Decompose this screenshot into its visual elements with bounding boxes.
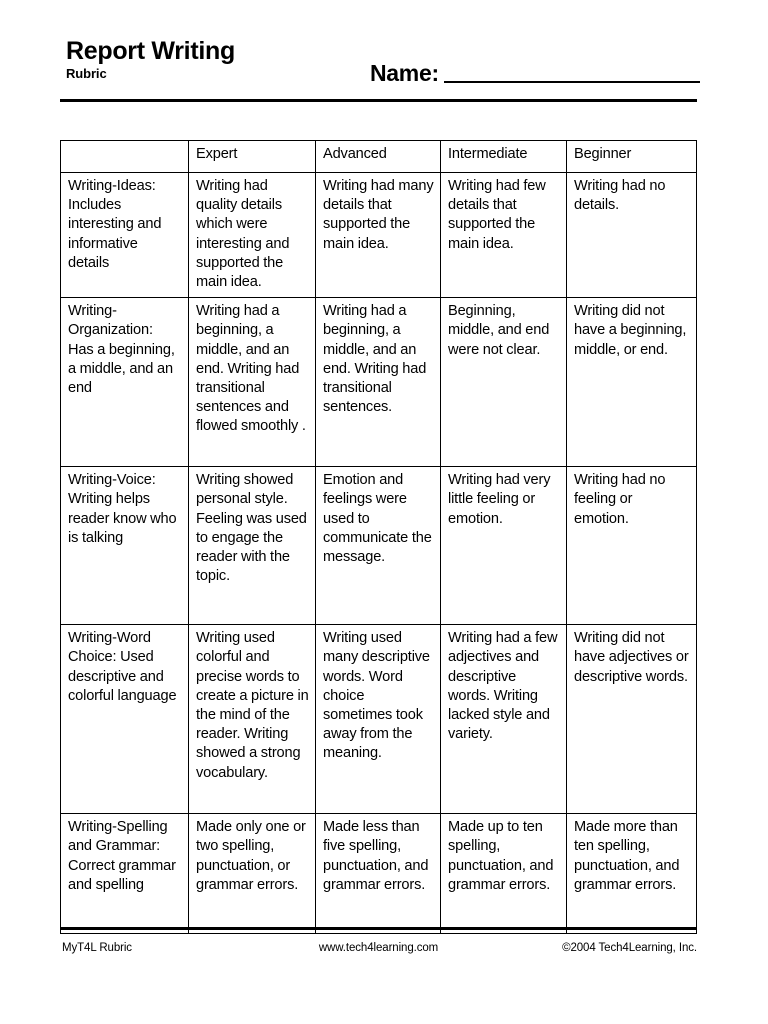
table-row: [61, 625, 697, 814]
name-field-group: [370, 61, 700, 86]
rating-cell-intermediate: [441, 298, 567, 467]
rating-cell-intermediate: [441, 625, 567, 814]
column-header-intermediate: Intermediate: [441, 141, 567, 173]
footer-left-text: MyT4L Rubric: [62, 942, 132, 954]
criterion-text: Writing-Voice: Writing helps reader know who is talking: [68, 472, 177, 546]
table-row: [61, 814, 697, 934]
rating-text: Beginning, middle, and end were not clear.: [448, 303, 550, 358]
rating-text: Writing had a few adjectives and descriptive words. Writing lacked style and variety.: [448, 630, 558, 743]
footer-divider: [60, 927, 697, 930]
rating-cell-advanced: [316, 814, 441, 934]
rating-cell-intermediate: [441, 173, 567, 298]
criterion-text: Writing-Word Choice: Used descriptive and colorful language: [68, 630, 177, 704]
rating-cell-advanced: [316, 173, 441, 298]
rating-text: Writing had a beginning, a middle, and an end. Writing had transitional sentences.: [323, 303, 427, 416]
rating-cell-beginner: [567, 298, 697, 467]
footer-website-link[interactable]: www.tech4learning.com: [318, 942, 439, 954]
rating-text: Made only one or two spelling, punctuation, or grammar errors.: [196, 819, 306, 893]
rating-cell-beginner: [567, 173, 697, 298]
name-label: Name:: [370, 60, 439, 86]
criterion-cell: [61, 625, 189, 814]
criterion-cell: [61, 173, 189, 298]
rating-cell-intermediate: [441, 814, 567, 934]
rating-text: Writing used many descriptive words. Word choice sometimes took away from the meaning.: [323, 630, 430, 762]
footer-copyright: ©2004 Tech4Learning, Inc.: [562, 942, 697, 954]
rating-text: Writing had no feeling or emotion.: [574, 472, 666, 527]
rating-cell-advanced: [316, 625, 441, 814]
criterion-cell: [61, 467, 189, 625]
rating-text: Writing had few details that supported the main idea.: [448, 178, 546, 252]
rating-cell-advanced: [316, 467, 441, 625]
column-header-beginner: Beginner: [567, 141, 697, 173]
column-header-expert: Expert: [189, 141, 316, 173]
rating-cell-advanced: [316, 298, 441, 467]
criterion-cell: [61, 298, 189, 467]
rating-text: Writing showed personal style. Feeling was used to engage the reader with the topic.: [196, 472, 307, 585]
rating-text: Writing did not have a beginning, middle, or end.: [574, 303, 687, 358]
rating-text: Made less than five spelling, punctuation, and grammar errors.: [323, 819, 429, 893]
rating-text: Writing had quality details which were interesting and supported the main idea.: [196, 178, 290, 291]
rubric-table-wrapper: [60, 140, 696, 934]
name-input-line[interactable]: [444, 81, 700, 83]
rating-cell-expert: [189, 298, 316, 467]
document-footer: [60, 941, 697, 959]
table-row: [61, 298, 697, 467]
criterion-text: Writing-Ideas: Includes interesting and informative details: [68, 178, 162, 271]
title-block: [66, 38, 235, 81]
criterion-cell: [61, 814, 189, 934]
table-header-row: [61, 141, 697, 173]
header-divider: [60, 99, 697, 102]
rating-cell-expert: [189, 625, 316, 814]
rubric-table: [60, 140, 697, 934]
rating-text: Emotion and feelings were used to communicate the message.: [323, 472, 432, 566]
rating-cell-beginner: [567, 814, 697, 934]
rating-cell-expert: [189, 173, 316, 298]
criterion-text: Writing-Organization: Has a beginning, a middle, and an end: [68, 303, 175, 397]
rating-text: Writing had many details that supported the main idea.: [323, 178, 434, 252]
rating-cell-expert: [189, 814, 316, 934]
rating-text: Writing had very little feeling or emotion.: [448, 472, 551, 527]
rating-cell-beginner: [567, 467, 697, 625]
table-row: [61, 467, 697, 625]
column-header-advanced: Advanced: [316, 141, 441, 173]
rating-cell-expert: [189, 467, 316, 625]
rating-text: Made up to ten spelling, punctuation, and grammar errors.: [448, 819, 554, 893]
rating-text: Writing had no details.: [574, 178, 666, 214]
rating-text: Made more than ten spelling, punctuation, and grammar errors.: [574, 819, 680, 893]
rating-text: Writing did not have adjectives or descriptive words.: [574, 630, 689, 685]
document-header: [60, 38, 696, 104]
rating-cell-intermediate: [441, 467, 567, 625]
rating-text: Writing used colorful and precise words to create a picture in the mind of the reader. Writing showed a strong vocabulary.: [196, 630, 309, 781]
page-subtitle: Rubric: [66, 66, 107, 81]
rating-cell-beginner: [567, 625, 697, 814]
rating-text: Writing had a beginning, a middle, and an end. Writing had transitional sentences and flowed smoothly .: [196, 303, 306, 435]
page-title: Report Writing: [66, 37, 235, 65]
criterion-text: Writing-Spelling and Grammar: Correct grammar and spelling: [68, 819, 176, 893]
column-header-criterion: [61, 141, 189, 173]
table-row: [61, 173, 697, 298]
